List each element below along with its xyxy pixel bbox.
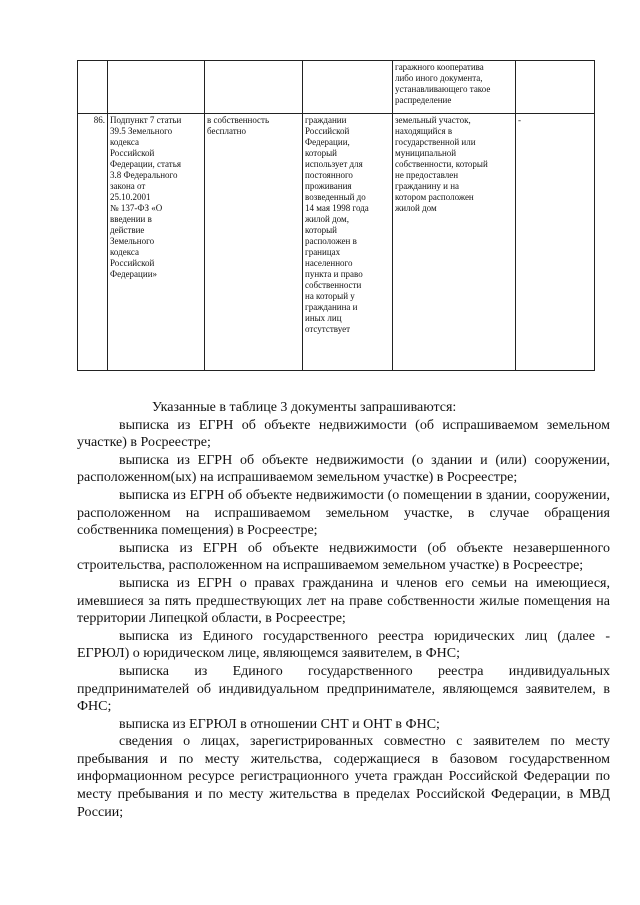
paragraph: выписка из ЕГРН об объекте недвижимости (о помещении в здании, сооружении, расположенном на испрашиваемом земельном участке, в случае обращения собственника помещения) в Росреестре;: [77, 487, 610, 539]
table-row: [78, 114, 595, 371]
cell-line: муниципальной: [395, 148, 457, 158]
cell-line: гражданина и: [305, 302, 358, 312]
legal-basis-cell: [108, 114, 205, 371]
cell-line: Российской: [110, 148, 155, 158]
cell-line: Федерации»: [110, 269, 158, 279]
cell-line: кодекса: [110, 247, 139, 257]
paragraph: сведения о лицах, зарегистрированных совместно с заявителем по месту пребывания и по месту жительства, содержащиеся в базовом государственном информационном ресурсе регистрационного учета граждан Российской Федерации по месту пребывания и по месту жительства в пределах Российской Федерации, в МВД России;: [77, 734, 610, 820]
land-plot-cell: [393, 114, 516, 371]
body-text: [77, 399, 610, 821]
cell-line: бесплатно: [207, 126, 246, 136]
table-cell: [516, 61, 595, 114]
cell-line: использует для: [305, 159, 363, 169]
applicant-cell: [303, 114, 393, 371]
cell-line: государственной или: [395, 137, 476, 147]
intro-paragraph: Указанные в таблице 3 документы запрашиваются:: [152, 400, 457, 415]
cell-line: Российской: [110, 258, 155, 268]
table-cell: [108, 61, 205, 114]
cell-line: пункта и право: [305, 269, 363, 279]
cell-line: постоянного: [305, 170, 353, 180]
paragraph: выписка из Единого государственного реестра юридических лиц (далее - ЕГРЮЛ) о юридическом лице, являющемся заявителем, в ФНС;: [77, 628, 610, 662]
cell-line: проживания: [305, 181, 352, 191]
paragraph: выписка из ЕГРЮЛ в отношении СНТ и ОНТ в ФНС;: [119, 716, 440, 732]
cell-line: на который у: [305, 291, 355, 301]
paragraph: выписка из ЕГРН о правах гражданина и членов его семьи на имеющиеся, имевшиеся за пять предшествующих лет на праве собственности жилые помещения на территории Липецкой области, в Росреестре;: [77, 575, 610, 627]
cell-line: 3.8 Федерального: [110, 170, 178, 180]
cell-line: кодекса: [110, 137, 139, 147]
row-number: 86.: [78, 114, 108, 371]
cell-line: земельный участок,: [395, 115, 471, 125]
cell-line: расположен в: [305, 236, 357, 246]
cell-line: отсутствует: [305, 324, 351, 334]
cell-line: не предоставлен: [395, 170, 459, 180]
cell-line: 14 мая 1998 года: [305, 203, 369, 213]
cell-line: который: [305, 225, 337, 235]
cell-line: находящийся в: [395, 126, 453, 136]
cell-line: иных лиц: [305, 313, 342, 323]
documents-table: [77, 60, 595, 371]
table-cell: [78, 61, 108, 114]
right-type-cell: [205, 114, 303, 371]
cell-line: либо иного документа,: [395, 73, 483, 83]
cell-line: который: [305, 148, 337, 158]
cell-line: распределение: [395, 95, 452, 105]
cell-line: возведенный до: [305, 192, 366, 202]
table-cell: [303, 61, 393, 114]
cell-line: котором расположен: [395, 192, 474, 202]
cell-line: собственности, который: [395, 159, 488, 169]
table-cell: [393, 61, 516, 114]
cell-line: границах: [305, 247, 341, 257]
cell-line: Земельного: [110, 236, 155, 246]
paragraph: выписка из Единого государственного реестра индивидуальных предпринимателей об индивидуальном предпринимателе, являющемся заявителем, в ФНС;: [77, 663, 610, 715]
cell-line: 25.10.2001: [110, 192, 151, 202]
cell-line: гаражного кооператива: [395, 62, 484, 72]
cell-line: введении в: [110, 214, 152, 224]
cell-line: жилой дом: [395, 203, 437, 213]
cell-line: действие: [110, 225, 145, 235]
cell-line: Российской: [305, 126, 350, 136]
cell-line: граждании: [305, 115, 347, 125]
cell-line: устанавливающего такое: [395, 84, 491, 94]
cell-line: закона от: [110, 181, 146, 191]
cell-line: Подпункт 7 статьи: [110, 115, 182, 125]
table-row: [78, 61, 595, 114]
cell-line: собственности: [305, 280, 362, 290]
cell-line: Федерации, статья: [110, 159, 181, 169]
cell-line: Федерации,: [305, 137, 350, 147]
extra-cell: -: [516, 114, 595, 371]
cell-line: 39.5 Земельного: [110, 126, 173, 136]
cell-line: в собственность: [207, 115, 270, 125]
cell-line: жилой дом,: [305, 214, 349, 224]
cell-line: населенного: [305, 258, 353, 268]
cell-line: № 137-ФЗ «О: [110, 203, 163, 213]
paragraph: выписка из ЕГРН об объекте недвижимости (об объекте незавершенного строительства, расположенном на испрашиваемом земельном участке) в Росреестре;: [77, 540, 610, 574]
paragraph: выписка из ЕГРН об объекте недвижимости (о здании и (или) сооружении, расположенном(ых) на испрашиваемом земельном участке) в Росреестре;: [77, 452, 610, 486]
table-cell: [205, 61, 303, 114]
paragraph: выписка из ЕГРН об объекте недвижимости (об испрашиваемом земельном участке) в Росреестре;: [77, 417, 610, 451]
cell-line: гражданину и на: [395, 181, 460, 191]
